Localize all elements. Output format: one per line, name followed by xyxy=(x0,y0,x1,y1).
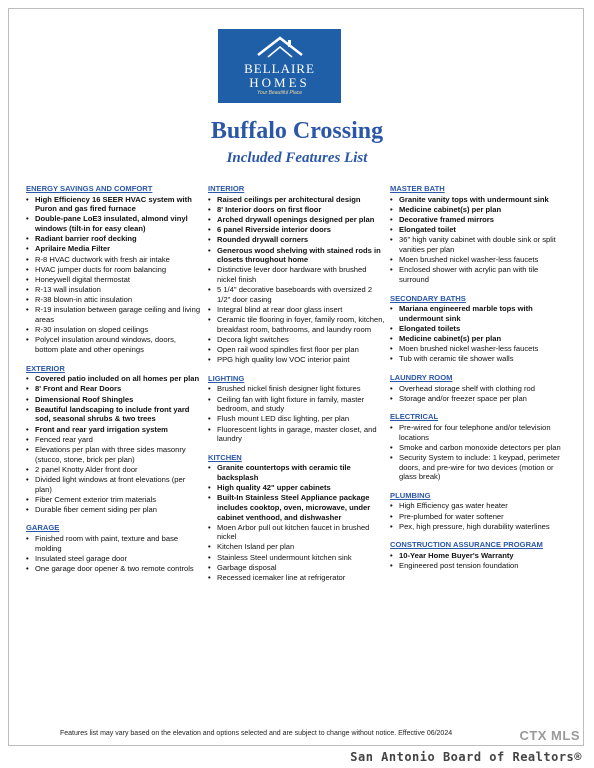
feature-item: • Security System to include: 1 keypad, perimeter doors, and pre-wire for two devices (motion or glass break) xyxy=(390,453,570,482)
section-kitchen xyxy=(208,453,386,583)
feature-item: • 10-Year Home Buyer's Warranty xyxy=(390,551,570,561)
section-heading: ELECTRICAL xyxy=(390,412,439,422)
section-secondary-baths xyxy=(390,294,570,365)
feature-item: • Granite vanity tops with undermount sink xyxy=(390,195,570,205)
page-subtitle: Included Features List xyxy=(226,150,368,166)
section-heading: PLUMBING xyxy=(390,490,431,500)
feature-item: • Enclosed shower with acrylic pan with tile surround xyxy=(390,265,570,284)
feature-item: • Elongated toilets xyxy=(390,324,570,334)
feature-item: • Divided light windows at front elevations (per plan) xyxy=(26,475,201,494)
feature-item: • High Efficiency 16 SEER HVAC system with Puron and gas fired furnace xyxy=(26,195,201,214)
logo-tagline: Your Beautiful Place xyxy=(256,90,303,96)
feature-item: • Decorative framed mirrors xyxy=(390,215,570,225)
section-heading: CONSTRUCTION ASSURANCE PROGRAM xyxy=(390,540,543,550)
feature-item: • Fenced rear yard xyxy=(26,435,201,445)
feature-item: • Double-pane LoE3 insulated, almond vinyl windows (tilt-in for easy clean) xyxy=(26,214,201,233)
feature-item: • Pex, high pressure, high durability waterlines xyxy=(390,522,570,532)
section-heading: LAUNDRY ROOM xyxy=(390,373,453,383)
feature-item: • Polycel insulation around windows, doors, bottom plate and other openings xyxy=(26,335,201,354)
feature-item: • Pre-plumbed for water softener xyxy=(390,512,570,522)
feature-item: • Pre-wired for four telephone and/or television locations xyxy=(390,423,570,442)
house-roof-icon xyxy=(256,35,304,59)
feature-item: • Honeywell digital thermostat xyxy=(26,275,201,285)
feature-item: • Medicine cabinet(s) per plan xyxy=(390,205,570,215)
feature-item: • Front and rear yard irrigation system xyxy=(26,425,201,435)
feature-item: • Flush mount LED disc lighting, per plan xyxy=(208,414,386,424)
feature-item: • Engineered post tension foundation xyxy=(390,561,570,571)
feature-item: • Granite countertops with ceramic tile backsplash xyxy=(208,463,386,482)
feature-item: • 2 panel Knotty Alder front door xyxy=(26,465,201,475)
feature-item: • Ceiling fan with light fixture in family, master bedroom, and study xyxy=(208,395,386,414)
feature-item: • Raised ceilings per architectural design xyxy=(208,195,386,205)
section-interior xyxy=(208,184,386,365)
footer-note: Features list may vary based on the elevation and options selected and are subject to change without notice. Effective 06/2024 xyxy=(60,730,453,737)
section-heading: MASTER BATH xyxy=(390,184,445,193)
section-heading: KITCHEN xyxy=(208,452,242,462)
feature-item: • PPG high quality low VOC interior paint xyxy=(208,355,386,365)
feature-item: • Tub with ceramic tile shower walls xyxy=(390,354,570,364)
feature-item: • Generous wood shelving with stained rods in closets throughout home xyxy=(208,246,386,265)
feature-item: • Built-In Stainless Steel Appliance package includes cooktop, oven, microwave, under cabinet venthood, and dishwasher xyxy=(208,493,386,522)
feature-item: • HVAC jumper ducts for room balancing xyxy=(26,265,201,275)
feature-item: • Insulated steel garage door xyxy=(26,554,201,564)
feature-item: • Fluorescent lights in garage, master closet, and laundry xyxy=(208,425,386,444)
feature-item: • Smoke and carbon monoxide detectors per plan xyxy=(390,443,570,453)
feature-item: • Arched drywall openings designed per plan xyxy=(208,215,386,225)
logo-line-1: BELLAIRE xyxy=(244,61,315,76)
copyright-bar xyxy=(0,748,594,768)
section-lighting xyxy=(208,374,386,444)
mls-watermark: CTX MLS xyxy=(519,728,580,743)
feature-item: • Elevations per plan with three sides masonry (stucco, stone, brick per plan) xyxy=(26,445,201,464)
feature-item: • Open rail wood spindles first floor per plan xyxy=(208,345,386,355)
section-energy xyxy=(26,184,201,355)
feature-item: • Integral blind at rear door glass insert xyxy=(208,305,386,315)
feature-item: • Kitchen Island per plan xyxy=(208,542,386,552)
feature-item: • Stainless Steel undermount kitchen sink xyxy=(208,553,386,563)
feature-item: • 36" high vanity cabinet with double sink or split vanities per plan xyxy=(390,235,570,254)
section-heading: EXTERIOR xyxy=(26,363,65,373)
section-heading: INTERIOR xyxy=(208,184,245,193)
feature-item: • R-13 wall insulation xyxy=(26,285,201,295)
feature-item: • Storage and/or freezer space per plan xyxy=(390,394,570,404)
section-heading: ENERGY SAVINGS AND COMFORT xyxy=(26,184,153,193)
feature-item: • Covered patio included on all homes per plan xyxy=(26,374,201,384)
feature-item: • R-38 blown-in attic insulation xyxy=(26,295,201,305)
feature-item: • R-30 insulation on sloped ceilings xyxy=(26,325,201,335)
section-garage xyxy=(26,523,201,573)
page-title: Buffalo Crossing xyxy=(210,118,384,144)
feature-item: • 5 1/4" decorative baseboards with oversized 2 1/2" door casing xyxy=(208,285,386,304)
section-heading: GARAGE xyxy=(26,523,60,533)
feature-item: • One garage door opener & two remote controls xyxy=(26,564,201,574)
feature-item: • Aprilaire Media Filter xyxy=(26,244,201,254)
feature-item: • 6 panel Riverside interior doors xyxy=(208,225,386,235)
section-electrical xyxy=(390,412,570,481)
feature-item: • Garbage disposal xyxy=(208,563,386,573)
feature-item: • R-19 insulation between garage ceiling and living areas xyxy=(26,305,201,324)
feature-item: • Finished room with paint, texture and base molding xyxy=(26,534,201,553)
feature-item: • Brushed nickel finish designer light fixtures xyxy=(208,384,386,394)
feature-item: • Distinctive lever door hardware with brushed nickel finish xyxy=(208,265,386,284)
feature-item: • 8' Interior doors on first floor xyxy=(208,205,386,215)
feature-item: • Moen brushed nickel washer-less faucets xyxy=(390,255,570,265)
feature-item: • 8' Front and Rear Doors xyxy=(26,384,201,394)
feature-item: • Moen brushed nickel washer-less faucets xyxy=(390,344,570,354)
feature-item: • Medicine cabinet(s) per plan xyxy=(390,334,570,344)
feature-item: • Ceramic tile flooring in foyer, family room, kitchen, breakfast room, bathrooms, and laundry room xyxy=(208,315,386,334)
feature-item: • Fiber Cement exterior trim materials xyxy=(26,495,201,505)
column-2 xyxy=(208,184,386,592)
section-heading: LIGHTING xyxy=(208,373,245,383)
feature-item: • R-8 HVAC ductwork with fresh air intake xyxy=(26,255,201,265)
feature-item: • Beautiful landscaping to include front yard sod, seasonal shrubs & two trees xyxy=(26,405,201,424)
section-plumbing xyxy=(390,491,570,532)
feature-item: • High quality 42" upper cabinets xyxy=(208,483,386,493)
section-master-bath xyxy=(390,184,570,285)
feature-item: • Overhead storage shelf with clothing rod xyxy=(390,384,570,394)
feature-item: • Rounded drywall corners xyxy=(208,235,386,245)
copyright-text: San Antonio Board of Realtors® xyxy=(350,750,582,764)
feature-item: • Moen Arbor pull out kitchen faucet in brushed nickel xyxy=(208,523,386,542)
section-laundry xyxy=(390,373,570,403)
feature-item: • High Efficiency gas water heater xyxy=(390,501,570,511)
column-3 xyxy=(390,184,570,580)
section-exterior xyxy=(26,364,201,515)
bellaire-homes-logo xyxy=(218,29,341,103)
feature-item: • Durable fiber cement siding per plan xyxy=(26,505,201,515)
feature-item: • Dimensional Roof Shingles xyxy=(26,395,201,405)
feature-item: • Mariana engineered marble tops with undermount sink xyxy=(390,304,570,323)
section-heading: SECONDARY BATHS xyxy=(390,293,466,303)
logo-line-2: HOMES xyxy=(249,75,310,90)
feature-item: • Radiant barrier roof decking xyxy=(26,234,201,244)
feature-item: • Recessed icemaker line at refrigerator xyxy=(208,573,386,583)
feature-item: • Decora light switches xyxy=(208,335,386,345)
column-1 xyxy=(26,184,201,583)
feature-item: • Elongated toilet xyxy=(390,225,570,235)
section-construction xyxy=(390,540,570,570)
